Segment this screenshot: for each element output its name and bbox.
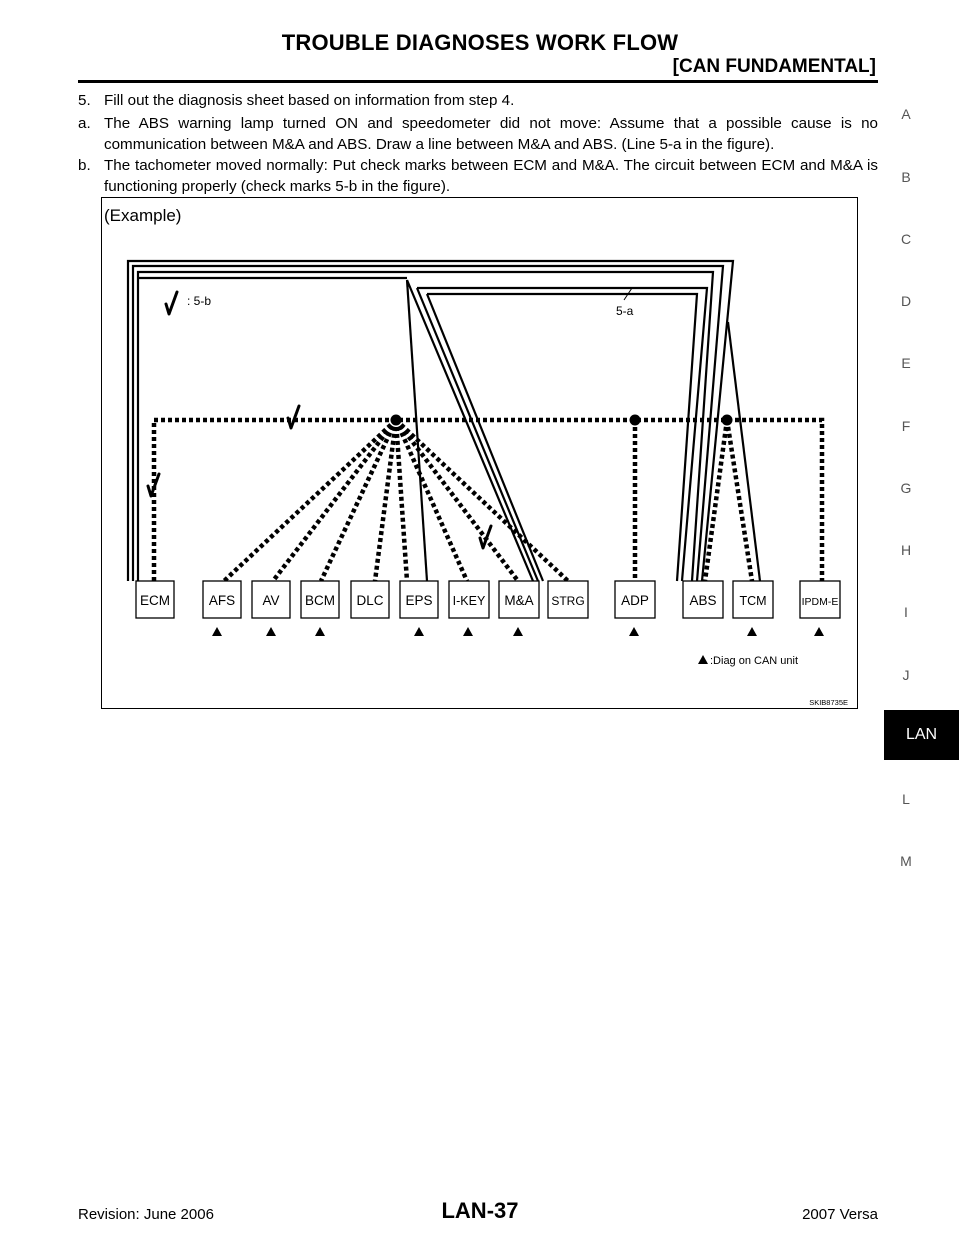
unit-box [203,581,241,618]
svg-text:ADP: ADP [621,593,649,608]
check-mark-icon [166,292,177,314]
junction-dot [722,415,733,426]
svg-text:AV: AV [262,593,280,608]
unit-box [400,581,438,618]
unit-box [499,581,539,618]
svg-text:IPDM-E: IPDM-E [801,596,839,608]
step-text: The tachometer moved normally: Put check marks between ECM and M&A. The circuit between ECM and M&A is functioning properly (check marks 5-b in the figure). [104,157,878,195]
junction-dot [391,415,402,426]
unit-box [548,581,588,618]
section-index-sidebar [884,0,960,1242]
footer-model: 2007 Versa [802,1206,878,1223]
section-index-e[interactable]: E [901,355,911,371]
unit-box [301,581,339,618]
section-index-j[interactable]: J [902,667,910,683]
step-label: a. [78,115,91,132]
step-label: 5. [78,92,91,109]
junction-dot [630,415,641,426]
line-5a-label: 5-a [616,304,634,318]
unit-box [683,581,723,618]
svg-text:ECM: ECM [140,593,170,608]
svg-text:EPS: EPS [405,593,433,608]
unit-box [351,581,389,618]
legend-check-label: : 5-b [187,294,212,308]
section-index-g[interactable]: G [900,480,912,496]
diag-triangle-icon [212,627,824,636]
section-index-b[interactable]: B [901,169,911,185]
step-label: b. [78,157,91,174]
section-index-a[interactable]: A [901,106,911,122]
can-diagram [102,198,859,710]
step-5 [78,90,878,111]
step-5a [78,113,878,155]
footer-page-number: LAN-37 [441,1198,519,1223]
example-label: (Example) [104,206,182,225]
unit-box [615,581,655,618]
svg-text:M&A: M&A [504,593,534,608]
figure-code: SKIB8735E [809,698,848,707]
section-index-h[interactable]: H [900,542,912,558]
section-index-m[interactable]: M [900,853,912,869]
svg-text:STRG: STRG [551,594,585,608]
unit-box [733,581,773,618]
unit-box [800,581,840,618]
section-index-c[interactable]: C [900,231,912,247]
diag-legend-triangle-icon [698,655,708,664]
check-mark-icon [148,474,159,496]
unit-box [252,581,290,618]
section-index-lan-active[interactable]: LAN [884,710,959,760]
step-text: The ABS warning lamp turned ON and speedometer did not move: Assume that a possible cause is no communication between M&A and ABS. Draw a line between M&A and ABS. (Line 5-a in the figure). [104,115,878,153]
unit-box [136,581,174,618]
check-mark-icon [288,406,299,428]
can-diagram-figure [101,197,858,709]
section-index-f[interactable]: F [901,418,911,434]
svg-text:AFS: AFS [208,593,236,608]
unit-box [449,581,489,618]
svg-text:TCM: TCM [739,594,767,608]
section-index-d[interactable]: D [900,293,912,309]
section-index-l[interactable]: L [902,791,910,807]
diag-legend-label: :Diag on CAN unit [710,655,799,667]
svg-text:BCM: BCM [305,593,335,608]
svg-text:I-KEY: I-KEY [452,594,486,608]
page-title: TROUBLE DIAGNOSES WORK FLOW [281,30,679,55]
svg-text:DLC: DLC [356,593,384,608]
header-rule [78,80,878,83]
section-index-i[interactable]: I [904,604,908,620]
step-5b [78,155,878,197]
svg-text:ABS: ABS [689,593,717,608]
section-subtitle: [CAN FUNDAMENTAL] [672,56,876,77]
footer-revision: Revision: June 2006 [78,1206,214,1223]
step-text: Fill out the diagnosis sheet based on information from step 4. [104,92,515,109]
